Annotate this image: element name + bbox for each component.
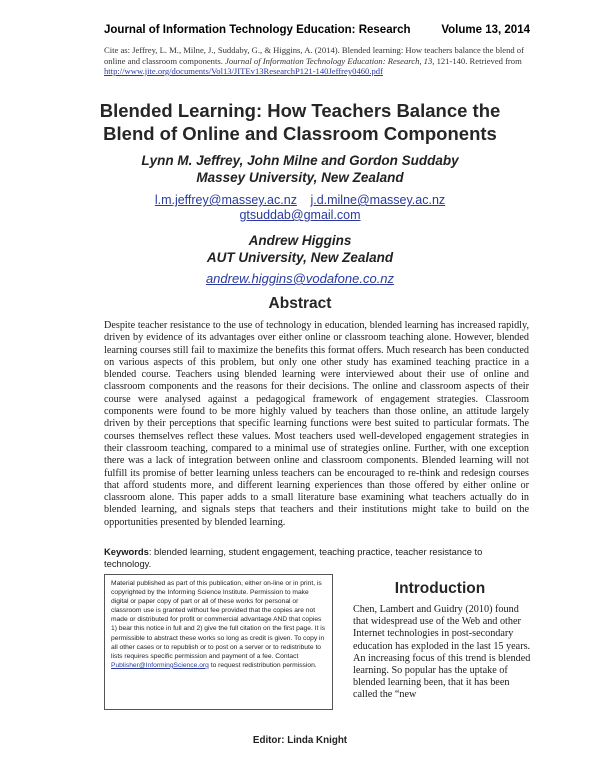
author-affiliation-aut: AUT University, New Zealand xyxy=(206,250,394,265)
email-link-suddaby[interactable]: gtsuddab@gmail.com xyxy=(239,208,361,222)
publisher-email-link[interactable]: Publisher@InformingScience.org xyxy=(111,661,209,669)
introduction-body: Chen, Lambert and Guidry (2010) found that widespread use of the Web and other Internet technologies in post-secondary education has exploded in the last 15 years. An increasing focus of this trend is blended learning. So popular has the uptake of blended learning been, that it has been called the “new xyxy=(353,604,531,701)
author-names: Lynn M. Jeffrey, John Milne and Gordon Suddaby xyxy=(141,153,459,168)
citation-journal: Journal of Information Technology Education: Research, 13, xyxy=(225,55,435,66)
volume-label: Volume 13, 2014 xyxy=(441,24,530,36)
running-header xyxy=(104,24,530,38)
email-link-higgins[interactable]: andrew.higgins@vodafone.co.nz xyxy=(205,271,395,286)
citation-prefix: Cite as: Jeffrey, L. M., Milne, J., Suddaby, G., & Higgins, A. (2014). Blended learning: How teachers balance the blend of online and classroom components. xyxy=(104,45,524,66)
editor-footer: Editor: Linda Knight xyxy=(252,735,348,746)
copyright-text: Material published as part of this publication, either on-line or in print, is copyrighted by the Informing Science Institute. Permission to make digital or paper copy of part or all of these works for personal or classroom use is granted without fee provided that the copies are not made or distributed for profit or commercial advantage AND that copies 1) bear this notice in full and 2) give the full citation on the first page. It is permissible to abstract these works so long as credit is given. To copy in all other cases or to republish or to post on a server or to redistribute to lists requires specific permission and payment of a fee. Contact xyxy=(111,580,326,660)
journal-name: Journal of Information Technology Education: Research xyxy=(104,24,411,36)
keywords-line xyxy=(104,546,529,571)
email-link-jeffrey[interactable]: l.m.jeffrey@massey.ac.nz xyxy=(154,193,297,207)
abstract-heading: Abstract xyxy=(268,295,332,312)
introduction-heading: Introduction xyxy=(394,580,486,597)
email-link-milne[interactable]: j.d.milne@massey.ac.nz xyxy=(310,193,446,207)
citation-pages: 121-140. Retrieved from xyxy=(436,55,522,66)
author-name-higgins: Andrew Higgins xyxy=(248,233,352,248)
paper-title xyxy=(80,99,520,145)
citation-url-link[interactable]: http://www.jite.org/documents/Vol13/JITEv13ResearchP121-140Jeffrey0460.pdf xyxy=(104,66,383,76)
author-affiliation: Massey University, New Zealand xyxy=(196,170,404,185)
title-line-2: Blend of Online and Classroom Components xyxy=(103,123,497,144)
author-emails-1 xyxy=(80,193,520,223)
author-group-1 xyxy=(80,152,520,186)
author-group-2 xyxy=(80,232,520,266)
citation-block xyxy=(104,45,534,77)
keywords-label: Keywords xyxy=(104,546,149,557)
copyright-suffix: to request redistribution permission. xyxy=(210,661,317,669)
title-line-1: Blended Learning: How Teachers Balance the xyxy=(99,100,501,121)
keywords-text: : blended learning, student engagement, teaching practice, teacher resistance to technology. xyxy=(104,546,483,570)
copyright-notice-box xyxy=(104,574,333,710)
abstract-body: Despite teacher resistance to the use of technology in education, blended learning has increased rapidly, driven by evidence of its advantages over either online or classroom teaching alone. However, blended learning courses still fail to maximize the benefits this format offers. Much research has been conducted on various aspects of this problem, but only one other study has examined teaching practice in a blended course. Teachers using blended learning were interviewed about their use of online and classroom components and the reasons for their decisions. The online and classroom aspects of their course were analysed against a pedagogical framework of engagement strategies. Classroom components were found to be more highly valued by teachers than those online, an attitude largely driven by their perceptions that specific learning functions were best suited to particular formats. The courses themselves reflect these values. Most teachers used well-developed engagement strategies in their classroom teaching, compared to a minimal use of strategies online. Further, with one exception there was a lack of integration between online and classroom components. Blended learning will not fulfill its promise of better learning unless teachers can be encouraged to re-think and redesign courses that afford students more, and different learning experiences than those offered by either online or classroom alone. This paper adds to a small literature base examining what teachers actually do in blended learning, and signals steps that teachers and their institutions might take to build on the opportunities presented by blended learning. xyxy=(104,320,529,528)
author-email-2 xyxy=(80,271,520,286)
